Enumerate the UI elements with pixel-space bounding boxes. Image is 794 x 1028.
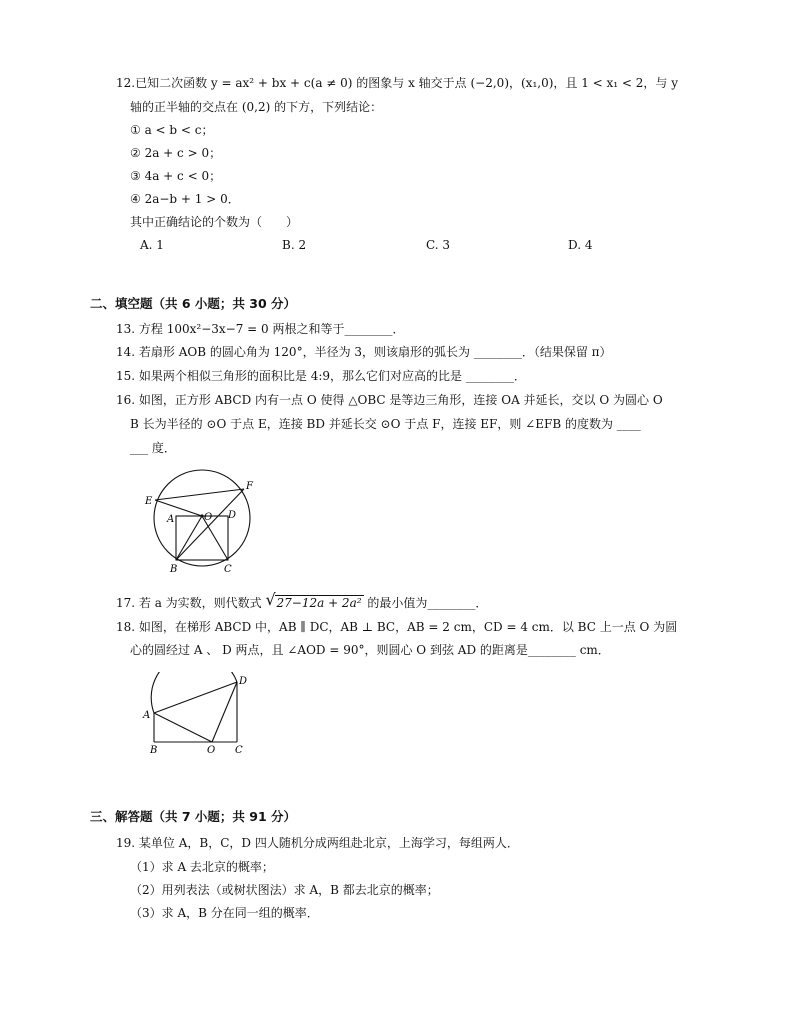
q18-arc [151, 672, 237, 713]
q18-label-b: B [150, 745, 158, 756]
q18-label-c: C [235, 745, 243, 756]
q12-conclusion-2: ② 2a + c > 0； [130, 146, 222, 160]
q17-text [116, 590, 488, 612]
q16-label-e: E [145, 496, 153, 507]
q12-option-c: C. 3 [426, 238, 451, 252]
q16-label-o: O [204, 512, 213, 523]
q17-prefix: 17. 若 a 为实数，则代数式 [116, 596, 266, 610]
q16-square-abcd [176, 516, 228, 560]
q18-segment-od [212, 682, 237, 742]
q18-figure [140, 672, 252, 756]
q18-line1: 18. 如图，在梯形 ABCD 中，AB ∥ DC，AB ⊥ BC，AB = 2 cm，CD = 4 cm．以 BC 上一点 O 为圆 [116, 620, 678, 634]
q12-option-a: A. 1 [140, 238, 164, 252]
q12-conclusion-1: ① a < b < c； [130, 123, 214, 137]
q16-figure [140, 462, 260, 576]
q17-radicand: 27−12a + 2a² [276, 596, 362, 610]
q16-line2: B 长为半径的 ⊙O 于点 E，连接 BD 并延长交 ⊙O 于点 F，连接 EF，则 ∠EFB 的度数为 ____ [130, 417, 641, 431]
q13-text: 13. 方程 100x²−3x−7 = 0 两根之和等于________． [116, 322, 405, 336]
q19-sub2: （2）用列表法（或树状图法）求 A，B 都去北京的概率； [130, 883, 439, 897]
q18-label-a: A [143, 710, 151, 721]
q17-sqrt [265, 590, 364, 612]
q16-label-f: F [246, 481, 253, 492]
q19-line1: 19. 某单位 A，B，C，D 四人随机分成两组赴北京，上海学习，每组两人． [116, 836, 519, 850]
q18-line2: 心的圆经过 A 、 D 两点，且 ∠AOD = 90°，则圆心 O 到弦 AD 的距离是________ cm． [130, 643, 610, 657]
q19-sub1: （1）求 A 去北京的概率； [130, 860, 274, 874]
q18-label-o: O [207, 745, 216, 756]
q16-segment-oe [155, 500, 202, 516]
q19-sub3: （3）求 A，B 分在同一组的概率． [130, 906, 319, 920]
q16-segment-bf [176, 489, 244, 560]
q12-line1: 12.已知二次函数 y = ax² + bx + c(a ≠ 0) 的图象与 x 轴交于点 (−2,0)，(x₁,0)，且 1 < x₁ < 2，与 y [116, 76, 679, 90]
q12-line2: 轴的正半轴的交点在 (0,2) 的下方，下列结论： [130, 100, 383, 114]
q16-label-b: B [170, 564, 178, 575]
q12-conclusion-4: ④ 2a−b + 1 > 0． [130, 192, 240, 206]
q18-segment-ao [154, 713, 212, 742]
q18-segment-ad [154, 682, 237, 713]
q12-question: 其中正确结论的个数为（ ） [130, 215, 299, 229]
q16-label-c: C [224, 564, 232, 575]
q12-option-b: B. 2 [282, 238, 307, 252]
q16-segment-ob [176, 516, 202, 560]
q12-conclusion-3: ③ 4a + c < 0； [130, 169, 222, 183]
q17-suffix: 的最小值为________． [363, 596, 488, 610]
q15-text: 15. 如果两个相似三角形的面积比是 4:9，那么它们对应高的比是 ________． [116, 369, 526, 383]
q16-line1: 16. 如图，正方形 ABCD 内有一点 O 使得 △OBC 是等边三角形，连接 OA 并延长，交以 O 为圆心 O [116, 393, 663, 407]
q17-sqrt-sign: √ [265, 590, 276, 609]
q16-line3: ___ 度． [130, 441, 176, 455]
q18-label-d: D [239, 676, 248, 687]
q16-label-d: D [228, 510, 237, 521]
q16-segment-ef [155, 489, 244, 500]
q14-text: 14. 若扇形 AOB 的圆心角为 120°，半径为 3，则该扇形的弧长为 ________．（结果保留 π） [116, 345, 612, 359]
q16-label-a: A [167, 514, 175, 525]
q12-option-d: D. 4 [568, 238, 593, 252]
section-2-title: 二、填空题（共 6 小题；共 30 分） [90, 296, 297, 311]
section-3-title: 三、解答题（共 7 小题；共 91 分） [90, 809, 297, 824]
